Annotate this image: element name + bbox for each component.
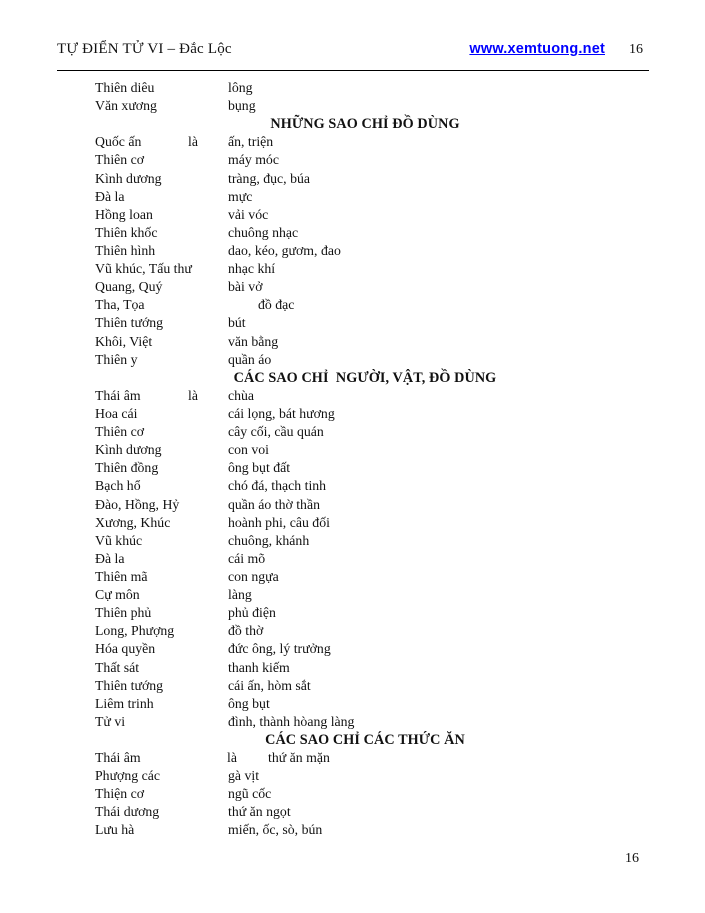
table-row	[0, 677, 705, 695]
table-row	[0, 821, 705, 839]
table-row	[0, 640, 705, 658]
table-row	[0, 532, 705, 550]
document-body	[0, 79, 705, 840]
star-name: Thiên khốc	[95, 224, 158, 240]
star-name: Vũ khúc	[95, 532, 143, 548]
star-name: Văn xương	[95, 98, 157, 114]
star-meaning: quần áo	[228, 351, 272, 367]
table-row	[0, 314, 705, 332]
header-right-group	[469, 41, 649, 58]
table-row	[0, 586, 705, 604]
table-row	[0, 188, 705, 206]
table-row	[0, 351, 705, 369]
star-name: Thiên mã	[95, 568, 148, 584]
star-meaning: đồ thờ	[228, 623, 264, 639]
la-label: là	[188, 134, 198, 150]
star-meaning: cái ấn, hòm sắt	[228, 677, 311, 693]
table-row	[0, 659, 705, 677]
star-name: Quang, Quý	[95, 279, 163, 295]
star-meaning: ấn, triện	[228, 134, 274, 150]
table-row	[0, 151, 705, 169]
star-meaning: chó đá, thạch tinh	[228, 478, 327, 494]
star-name: Bạch hổ	[95, 478, 141, 494]
star-meaning: chuông, khánh	[228, 532, 310, 548]
table-row	[0, 568, 705, 586]
star-name: Thiên cơ	[95, 424, 145, 440]
star-name: Quốc ấn	[95, 134, 142, 150]
star-name: Hóa quyền	[95, 641, 156, 657]
table-row	[0, 79, 705, 97]
star-name: Kình dương	[95, 442, 162, 458]
star-name: Cự môn	[95, 587, 140, 603]
table-row	[0, 695, 705, 713]
star-meaning: bút	[228, 315, 246, 331]
star-meaning: cái lọng, bát hương	[228, 405, 335, 421]
la-label: là	[188, 387, 198, 403]
la-label: là	[227, 750, 237, 766]
table-row	[0, 604, 705, 622]
table-row	[0, 477, 705, 495]
table-row	[0, 170, 705, 188]
star-name: Thiên tướng	[95, 315, 164, 331]
page-header	[57, 41, 649, 58]
star-name: Phượng các	[95, 768, 160, 784]
star-name: Thiên phủ	[95, 605, 152, 621]
star-meaning: thanh kiếm	[228, 659, 290, 675]
star-meaning: thứ ăn mặn	[268, 750, 330, 766]
table-row	[0, 713, 705, 731]
star-meaning: con voi	[228, 442, 269, 458]
star-name: Tha, Tọa	[95, 297, 145, 313]
star-name: Thiên cơ	[95, 152, 145, 168]
header-page-number: 16	[629, 42, 643, 57]
star-meaning: chuông nhạc	[228, 224, 299, 240]
star-meaning: đức ông, lý trưởng	[228, 641, 331, 657]
star-meaning: hoành phi, câu đối	[228, 514, 330, 530]
table-row	[0, 496, 705, 514]
star-meaning: gà vịt	[228, 768, 260, 784]
star-name: Thất sát	[95, 659, 140, 675]
star-name: Tử vi	[95, 713, 126, 729]
star-meaning: miến, ốc, sò, bún	[228, 822, 323, 838]
table-row	[0, 550, 705, 568]
star-name: Thái âm	[95, 750, 141, 766]
star-meaning: thứ ăn ngọt	[228, 804, 291, 820]
table-row	[0, 296, 705, 314]
star-meaning: cây cối, cầu quán	[228, 424, 324, 440]
star-meaning: lông	[228, 80, 253, 95]
star-meaning: ông bụt	[228, 695, 270, 711]
star-meaning: quần áo thờ thần	[228, 496, 320, 512]
star-name: Kình dương	[95, 170, 162, 186]
table-row	[0, 405, 705, 423]
star-meaning: bài vở	[228, 279, 263, 295]
star-meaning: nhạc khí	[228, 261, 276, 277]
star-name: Thiên y	[95, 351, 138, 367]
star-name: Đào, Hồng, Hỷ	[95, 496, 180, 512]
table-row	[0, 333, 705, 351]
table-row	[0, 749, 705, 767]
table-row	[0, 459, 705, 477]
footer-page-number: 16	[625, 851, 639, 866]
section-heading: CÁC SAO CHỈ NGƯỜI, VẬT, ĐỒ DÙNG	[233, 369, 497, 386]
star-name: Thái dương	[95, 804, 160, 820]
star-meaning: mực	[228, 188, 253, 204]
document-title: TỰ ĐIỂN TỬ VI – Đắc Lộc	[57, 41, 232, 57]
star-name: Khôi, Việt	[95, 333, 153, 349]
table-row	[0, 785, 705, 803]
section-heading: NHỮNG SAO CHỈ ĐỒ DÙNG	[270, 116, 460, 133]
star-name: Thiên hình	[95, 242, 156, 258]
star-name: Long, Phượng	[95, 623, 175, 639]
star-meaning: máy móc	[228, 152, 279, 168]
star-meaning: ngũ cốc	[228, 786, 272, 802]
table-row	[0, 206, 705, 224]
section-heading: CÁC SAO CHỈ CÁC THỨC ĂN	[265, 731, 465, 748]
star-name: Đà la	[95, 188, 125, 204]
table-row	[0, 441, 705, 459]
star-meaning: cái mõ	[228, 550, 266, 566]
star-meaning: phủ điện	[228, 605, 276, 621]
table-row	[0, 242, 705, 260]
star-name: Thiên tướng	[95, 677, 164, 693]
star-name: Thái âm	[95, 387, 141, 403]
header-divider	[57, 70, 649, 71]
table-row	[0, 278, 705, 296]
website-link[interactable]: www.xemtuong.net	[469, 41, 605, 57]
star-name: Hoa cái	[95, 405, 138, 421]
table-row	[0, 387, 705, 405]
star-meaning: tràng, đục, búa	[228, 170, 310, 186]
star-meaning: vải vóc	[228, 206, 269, 222]
table-row	[0, 133, 705, 151]
star-name: Xương, Khúc	[95, 514, 171, 530]
star-name: Lưu hà	[95, 822, 135, 838]
star-meaning: chùa	[228, 387, 255, 403]
star-meaning: con ngựa	[228, 568, 279, 584]
table-row	[0, 514, 705, 532]
star-name: Thiện cơ	[95, 786, 145, 802]
star-meaning: đình, thành hòang làng	[228, 713, 355, 729]
star-name: Thiên diêu	[95, 80, 155, 95]
table-row	[0, 260, 705, 278]
star-meaning: bụng	[228, 98, 256, 114]
star-name: Đà la	[95, 550, 125, 566]
star-meaning: văn bằng	[228, 333, 279, 349]
table-row	[0, 622, 705, 640]
star-name: Vũ khúc, Tấu thư	[95, 261, 192, 277]
table-row	[0, 767, 705, 785]
star-meaning: làng	[228, 587, 252, 603]
table-row	[0, 423, 705, 441]
star-name: Hồng loan	[95, 206, 153, 222]
star-meaning: đồ đạc	[258, 297, 295, 313]
star-meaning: ông bụt đất	[228, 460, 291, 476]
star-name: Liêm trinh	[95, 695, 154, 711]
star-meaning: dao, kéo, gươm, đao	[228, 242, 341, 258]
table-row	[0, 803, 705, 821]
star-name: Thiên đồng	[95, 460, 159, 476]
table-row	[0, 224, 705, 242]
table-row	[0, 97, 705, 115]
